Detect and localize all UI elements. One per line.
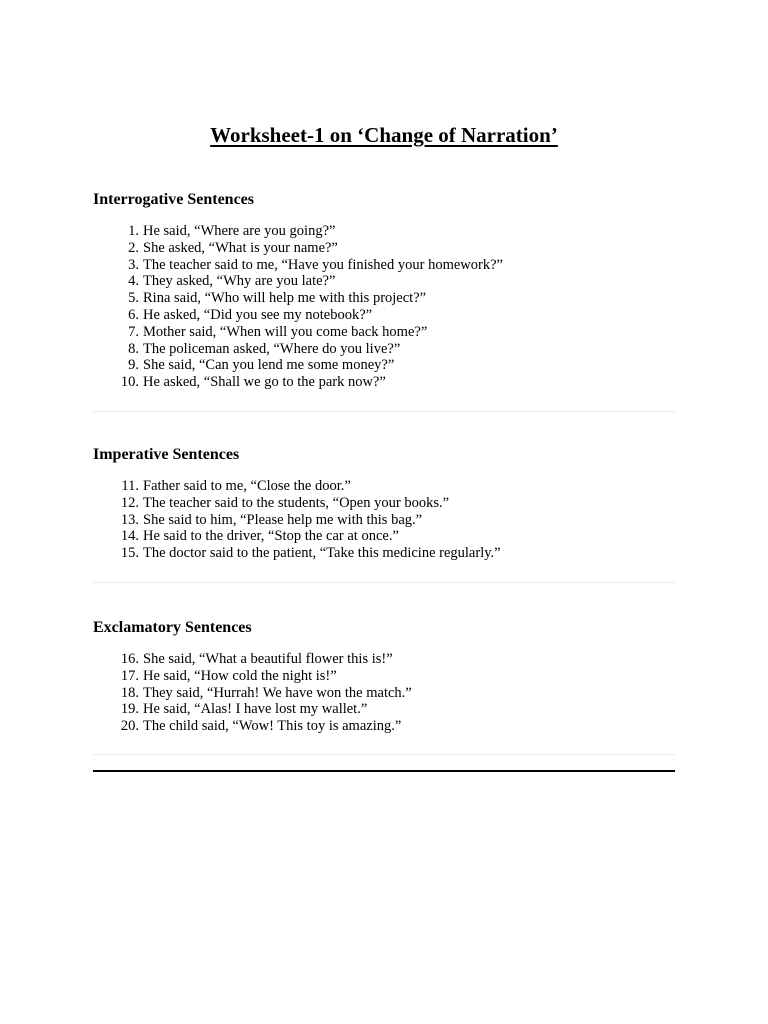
item-text: The child said, “Wow! This toy is amazing.” [143, 718, 402, 735]
bottom-rule [93, 770, 675, 772]
section-divider [93, 411, 675, 412]
item-number: 7. [128, 323, 139, 340]
item-text: Rina said, “Who will help me with this project?” [143, 290, 427, 307]
item-number: 13. [120, 511, 139, 528]
list-item [93, 701, 675, 718]
item-text: The doctor said to the patient, “Take this medicine regularly.” [143, 545, 501, 562]
section-heading: Interrogative Sentences [93, 191, 254, 208]
list-item [93, 651, 675, 668]
item-number: 10. [120, 374, 139, 391]
section-divider [93, 582, 675, 583]
item-text: The teacher said to the students, “Open your books.” [143, 494, 450, 511]
item-number: 14. [120, 528, 139, 545]
list-item [93, 290, 675, 307]
item-text: He asked, “Shall we go to the park now?” [143, 374, 386, 391]
item-text: She said to him, “Please help me with this bag.” [143, 511, 423, 528]
list-item [93, 528, 675, 545]
item-text: They said, “Hurrah! We have won the match.” [143, 684, 412, 701]
item-text: He said, “Where are you going?” [143, 223, 336, 239]
item-text: She said, “What a beautiful flower this is!” [143, 651, 393, 667]
list-item [93, 478, 675, 495]
list-item [93, 685, 675, 702]
list-item [93, 240, 675, 257]
section-divider [93, 754, 675, 755]
sentence-list [93, 223, 675, 391]
list-item [93, 273, 675, 290]
item-number: 6. [128, 306, 139, 323]
item-number: 19. [120, 701, 139, 718]
sentence-list [93, 651, 675, 735]
list-item [93, 324, 675, 341]
list-item [93, 341, 675, 358]
item-text: Mother said, “When will you come back home?” [143, 323, 428, 340]
section-imperative [93, 445, 675, 562]
page-title [0, 122, 768, 148]
section-exclamatory [93, 618, 675, 735]
list-item [93, 307, 675, 324]
item-text: She asked, “What is your name?” [143, 239, 338, 256]
item-number: 12. [120, 494, 139, 511]
item-number: 3. [128, 256, 139, 273]
item-number: 16. [120, 651, 139, 667]
section-heading: Imperative Sentences [93, 446, 240, 463]
item-number: 9. [128, 357, 139, 374]
item-number: 18. [120, 684, 139, 701]
list-item [93, 545, 675, 562]
title-text: Worksheet-1 on ‘Change of Narration’ [210, 123, 558, 147]
item-number: 20. [120, 718, 139, 735]
list-item [93, 512, 675, 529]
list-item [93, 357, 675, 374]
item-text: He asked, “Did you see my notebook?” [143, 306, 373, 323]
list-item [93, 223, 675, 240]
item-text: They asked, “Why are you late?” [143, 273, 336, 290]
item-text: The teacher said to me, “Have you finished your homework?” [143, 256, 503, 273]
item-number: 8. [128, 340, 139, 357]
list-item [93, 718, 675, 735]
item-number: 2. [128, 239, 139, 256]
section-interrogative [93, 190, 675, 391]
item-text: He said, “Alas! I have lost my wallet.” [143, 701, 368, 718]
list-item [93, 495, 675, 512]
item-number: 17. [120, 667, 139, 684]
list-item [93, 668, 675, 685]
item-text: He said to the driver, “Stop the car at once.” [143, 528, 399, 545]
item-text: She said, “Can you lend me some money?” [143, 357, 395, 374]
item-number: 4. [128, 273, 139, 290]
item-number: 15. [120, 545, 139, 562]
list-item [93, 257, 675, 274]
section-heading: Exclamatory Sentences [93, 619, 252, 636]
item-number: 1. [128, 223, 139, 239]
list-item [93, 374, 675, 391]
item-number: 11. [121, 478, 139, 494]
item-text: He said, “How cold the night is!” [143, 667, 337, 684]
item-text: The policeman asked, “Where do you live?” [143, 340, 401, 357]
item-text: Father said to me, “Close the door.” [143, 478, 351, 494]
sentence-list [93, 478, 675, 562]
item-number: 5. [128, 290, 139, 307]
